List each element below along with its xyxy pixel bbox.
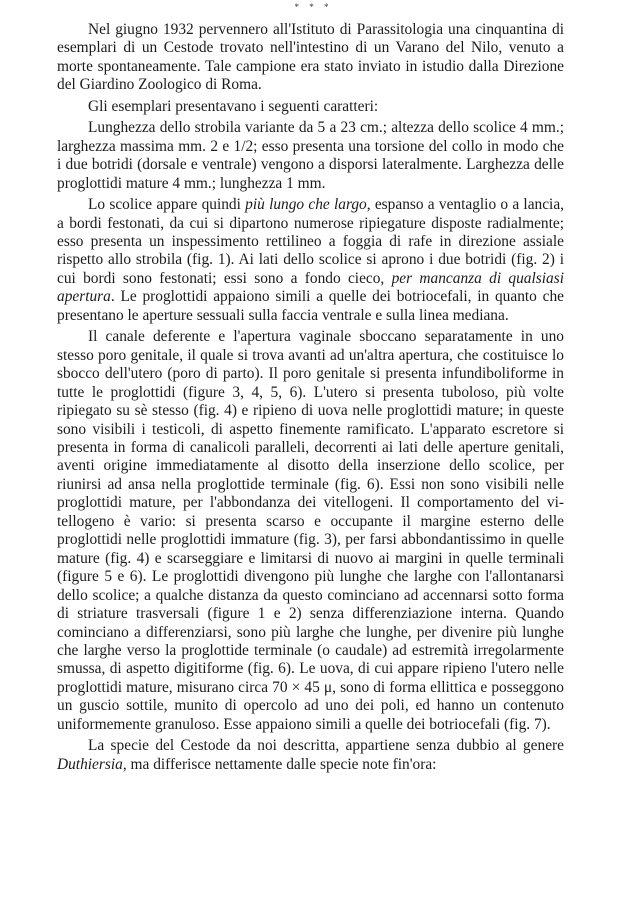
text-segment: , ma differisce nettamente dalle specie note fin'ora: <box>122 755 437 773</box>
paragraph-characters-heading <box>57 98 564 116</box>
text-segment: Lunghezza dello strobila variante da 5 a 23 cm.; altezza dello scolice 4 mm.; larghezza massima mm. 2 e 1/2; esso presenta una torsione del collo in modo che i due botridi (dorsale e ventrale) vengono a disporsi lateralmente. Larghezza delle proglottidi mature 4 mm.; lunghezza 1 mm. <box>57 119 564 192</box>
paragraph-anatomy <box>57 328 564 734</box>
text-segment: Gli esemplari presentavano i seguenti caratteri: <box>88 97 379 115</box>
italic-text-segment: più lungo che largo <box>245 196 367 214</box>
text-segment: La specie del Cestode da noi descritta, appartiene senza dubbio al genere <box>88 737 564 755</box>
text-segment: Il canale deferente e l'apertura vaginale sboccano separatamente in uno stesso poro genitale, il quale si trova avanti ad un'altra apertura, che costituisce lo sbocco dell'utero (poro di parto). Il poro genitale si presenta infundiboliforme in tutte le proglottidi (figure 3, 4, 5, 6). L'utero si presenta tuboloso, più volte ripiegato su sè stesso (fig. 4) e ripieno di uova nelle proglottidi mature; in queste sono visibili i testicoli, di aspetto finemente ramificato. L'apparato escretore si presenta in forma di canalicoli paralleli, decorrenti ai lati delle aperture genitali, aventi origine immediatamente al disotto della inserzione dello scolice, per riunirsi ad ansa nella proglottide terminale (fig. 6). Essi non sono visibili nelle proglottidi mature, per l'abbondanza dei vitellogeni. Il comportamento del vitellogeno è vario: si presenta scarso e occupante il margine esterno delle proglottidi nelle proglottidi immature (fig. 3), per farsi abbondantissimo in quelle mature (fig. 4) e scarseggiare e limitarsi di nuovo ai margini in quelle terminali (figure 5 e 6). Le proglottidi divengono più lunghe che larghe con l'allontanarsi dello scolice; a qualche distanza da questo cominciano ad accennarsi sotto forma di striature trasversali (figure 1 e 2) senza differenziazione interna. Quando cominciano a differenziarsi, sono più larghe che lunghe, per divenire più lunghe che larghe verso la proglottide terminale (o caudale) ad estremità irregolarmente smussa, di aspetto digitiforme (fig. 6). Le uova, di cui appare ripieno l'utero nelle proglottidi mature, misurano circa 70 × 45 μ, sono di forma ellittica e posseggono un guscio sottile, munito di opercolo ad uno dei poli, ed hanno un contenuto uniformemente granuloso. Esse appaiono simili a quelle dei botriocefali (fig. 7). <box>57 328 564 733</box>
text-segment: Nel giugno 1932 pervennero all'Istituto di Parassitologia una cinquantina di esemplari di un Cestode trovato nell'intestino di un Varano del Nilo, venuto a morte spontaneamente. Tale campione era stato inviato in istudio dalla Direzione del Giardino Zoologico di Roma. <box>57 21 564 94</box>
text-segment: . Le proglottidi appaiono simili a quelle dei botriocefali, in quanto che presentano le aperture sessuali sulla faccia ventrale e sulla linea mediana. <box>57 288 564 324</box>
italic-text-segment: per mancanza di qualsiasi apertura <box>57 269 564 306</box>
paragraph-intro <box>57 21 564 95</box>
paragraph-measurements <box>57 119 564 193</box>
paragraph-genus <box>57 737 564 774</box>
paragraph-scolex <box>57 196 564 325</box>
text-segment: Lo scolice appare quindi <box>88 196 246 214</box>
text-segment: , espanso a ventaglio o a lancia, a bordi festonati, da cui si dipartono numerose ripiegature disposte radialmente; esso presenta un inspessimento rettilineo a foggia di rafe in direzione assiale rispetto allo strobila (fig. 1). Ai lati dello scolice si aprono i due botridi (fig. 2) i cui bordi sono festonati; essi sono a fondo cieco, <box>57 196 565 287</box>
genus-name: Duthiersia <box>57 755 123 773</box>
page-body <box>57 21 564 777</box>
section-ornament: * * * <box>294 2 333 12</box>
